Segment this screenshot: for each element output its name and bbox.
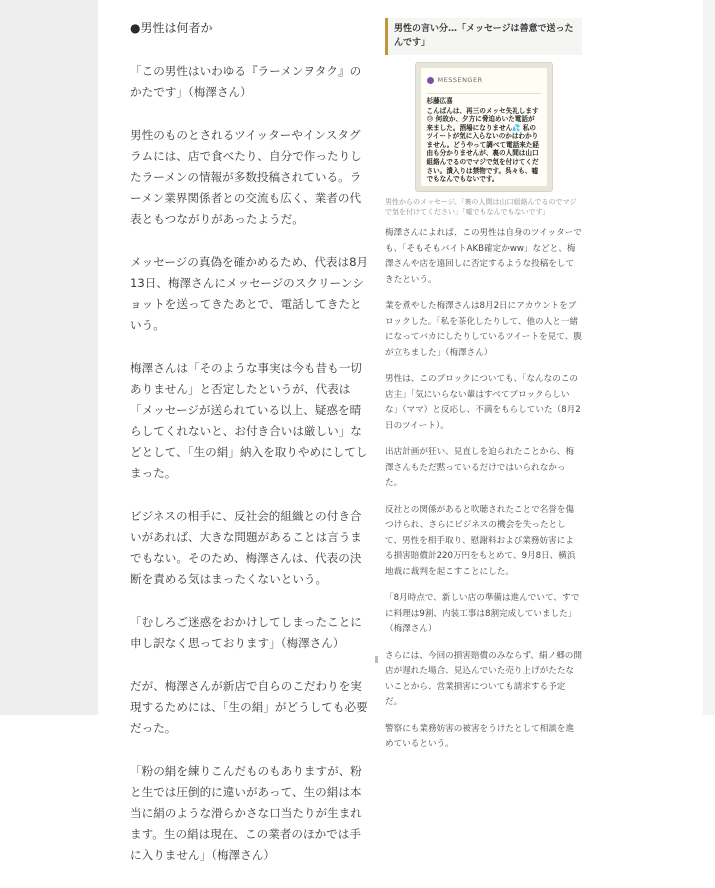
message-screenshot [415,62,553,192]
article-paragraph: 男性のものとされるツイッターやインスタグラムには、店で食べたり、自分で作ったりしたラーメンの情報が多数投稿されている。ラーメン業界関係者との交流も広く、業者の代表ともつながりがあったようだ。 [130,128,362,226]
article-paragraph: 「むしろご迷惑をおかけしてしまったことに申し訳なく思っております」（梅澤さん） [130,615,362,650]
article-paragraph: 梅澤さんは「そのような事実は今も昔も一切ありません」と否定したというが、代表は「メッセージが送られている以上、疑惑を晴らしてくれないと、お付き合いは厳しい」などとして、「生の絹」納入を取りやめにしてしまった。 [130,361,368,480]
message-divider [427,93,541,94]
side-paragraph: 「8月時点で、新しい店の準備は進んでいて、すでに料理は9割、内装工事は8割完成していました」（梅澤さん） [385,593,580,634]
article-side-column [385,18,582,764]
message-sender: 杉藤広喜 [426,96,453,105]
image-caption: 男性からのメッセージ。「裏の人間は山口組絡んでるのでマジで気を付けてください」「嘘でもなんでもないです」 [385,198,577,216]
messenger-icon [427,77,434,84]
column-separator-mark [375,656,378,663]
section-heading: ●男性は何者か [130,21,213,35]
left-page-margin [0,0,98,715]
right-page-margin [703,0,715,715]
message-body: こんばんは、再三のメッセ失礼します😓 何故か、夕方に脅迫めいた電話が来ました。酒場になりません💦 私のツイートが気に入らないのかはわかりません。どうやって調べて電話来た経由も分かりませんが、裏の人間は山口組絡んでるのでマジで気を付けてください。潰入りは禁物です。呉々も、嘘でもなんでもないです。 [426,106,539,184]
article-paragraph: メッセージの真偽を確かめるため、代表は8月13日、梅澤さんにメッセージのスクリーンショットを送ってきたあとで、電話してきたという。 [130,255,369,332]
side-paragraph: 業を煮やした梅澤さんは8月2日にアカウントをブロックした。「私を茶化したりして、他の人と一緒になってバカにしたりしているツイートを見て、腹が立ちました」（梅澤さん） [385,301,582,358]
side-section-title: 男性の言い分…「メッセージは善意で送ったんです」 [385,18,582,55]
messenger-app-name: MESSENGER [437,76,483,84]
article-main-column [130,18,372,888]
article-paragraph: ビジネスの相手に、反社会的組織との付き合いがあれば、大きな問題があることは言うまでもない。そのため、梅澤さんは、代表の決断を責める気はまったくないという。 [130,509,362,586]
side-paragraph: 出店計画が狂い、見直しを迫られたことから、梅澤さんもただ黙っているだけではいられなかった。 [385,447,575,488]
messenger-header [427,73,541,89]
article-paragraph: 「粉の絹を練りこんだものもありますが、粉と生では圧倒的に違いがあって、生の絹は本当に絹のような滑らかさな口当たりが生まれます。生の絹は現在、この業者のほかでは手に入りません」（梅澤さん） [130,764,362,862]
side-paragraph: 梅澤さんによれば、この男性は自身のツイッターでも、「そもそもバイトAKB確定かww」などと、梅澤さんや店を遠回しに否定するような投稿をしてきたという。 [385,228,582,285]
side-paragraph: 男性は、このブロックについても、「なんなのこの店主」「気にいらない輩はすべてブロックらしいな」（ママ）と反応し、不満をもらしていた（8月2日のツイート）。 [385,374,581,431]
article-paragraph: 「この男性はいわゆる『ラーメンヲタク』のかたです」（梅澤さん） [130,64,362,99]
side-paragraph: 警察にも業務妨害の被害をうけたとして相談を進めているという。 [385,723,575,749]
message-panel [421,68,547,186]
article-paragraph: だが、梅澤さんが新店で自らのこだわりを実現するためには、「生の絹」がどうしても必要だった。 [130,679,368,735]
side-paragraph: さらには、今回の損害賠償のみならず、絹ノ郷の開店が遅れた場合、見込んでいた売り上げがたたないことから、営業損害についても請求する予定だ。 [385,650,582,707]
side-paragraph: 反社との関係があると吹聴されたことで名誉を傷つけられ、さらにビジネスの機会を失ったとして、男性を相手取り、慰謝料および業務妨害による損害賠償計220万円をもとめて、9月8日、横浜地裁に裁判を起こすことにした。 [385,504,576,577]
